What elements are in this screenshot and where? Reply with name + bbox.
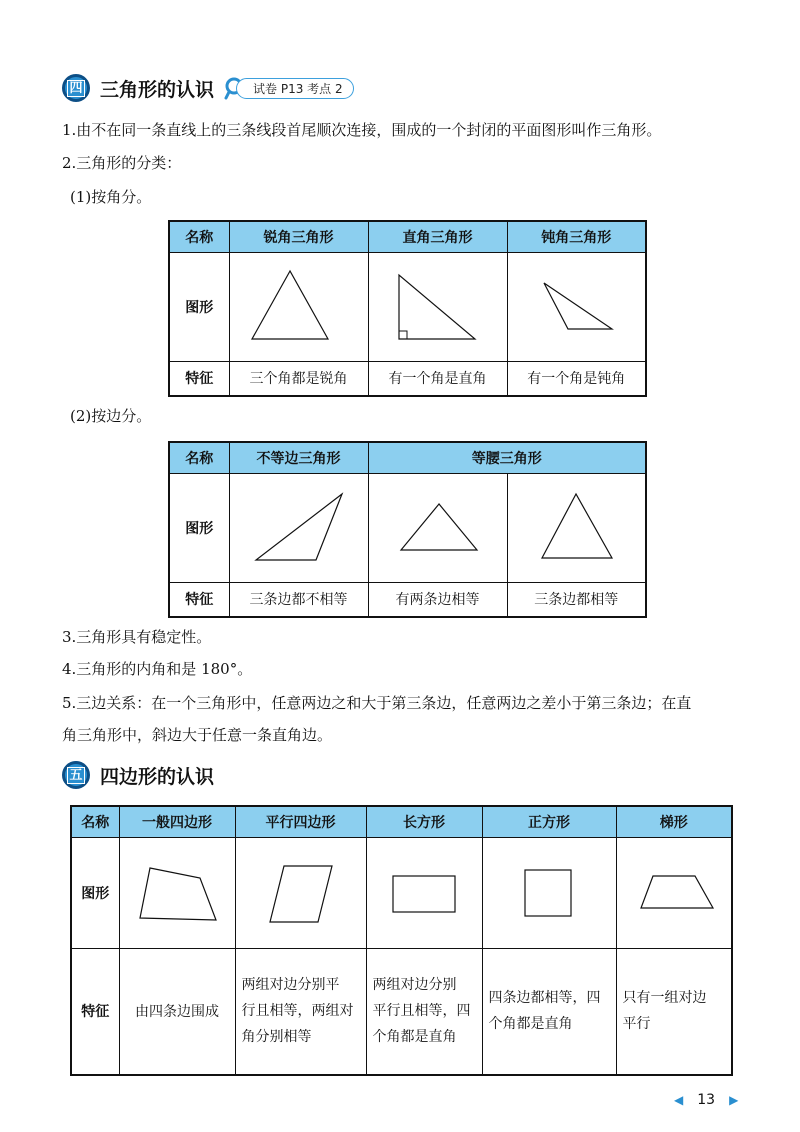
- header-cell: 梯形: [616, 806, 732, 838]
- square-figure: [483, 838, 617, 948]
- paragraph-2: 2.三角形的分类：: [62, 154, 182, 172]
- feature-line: 行且相等，两组对: [241, 1003, 354, 1020]
- feature-cell: 有一个角是钝角: [507, 362, 646, 396]
- header-cell: 名称: [169, 442, 229, 474]
- feature-line: 个角都是直角: [488, 1016, 573, 1033]
- header-cell: 正方形: [482, 806, 616, 838]
- caret-left-icon: ◀: [674, 1093, 684, 1107]
- header-cell: 一般四边形: [119, 806, 235, 838]
- header-cell: 名称: [71, 806, 119, 838]
- table-header-row: [71, 806, 732, 838]
- row-label: 图形: [169, 474, 229, 583]
- table-header-row: [169, 442, 646, 474]
- shape-row: [169, 474, 646, 583]
- feature-cell: 由四条边围成: [119, 949, 235, 1075]
- row-label: 特征: [169, 362, 229, 396]
- acute-triangle-figure: [230, 253, 369, 361]
- quadrilateral-table: [70, 805, 733, 1076]
- shape-cell: [229, 474, 368, 583]
- feature-cell: [235, 949, 366, 1075]
- triangle-by-angle-table: [168, 220, 647, 397]
- general-quadrilateral-figure: [120, 838, 236, 948]
- header-cell: 长方形: [366, 806, 482, 838]
- row-label: 图形: [169, 253, 229, 362]
- shape-cell: [368, 253, 507, 362]
- trapezoid-figure: [617, 838, 733, 948]
- reference-chip: [224, 76, 354, 100]
- header-cell: 等腰三角形: [368, 442, 646, 474]
- row-label: 特征: [169, 583, 229, 617]
- header-cell: 名称: [169, 221, 229, 253]
- section-title: 四边形的认识: [100, 765, 215, 788]
- shape-row: [71, 838, 732, 949]
- section-title: 三角形的认识: [100, 78, 215, 101]
- paragraph-4: 4.三角形的内角和是 180°。: [62, 660, 253, 678]
- feature-cell: 有一个角是直角: [368, 362, 507, 396]
- feature-row: [169, 583, 646, 617]
- feature-cell: [616, 949, 732, 1075]
- feature-line: 个角都是直角: [372, 1029, 457, 1046]
- paragraph-1: 1.由不在同一条直线上的三条线段首尾顺次连接，围成的一个封闭的平面图形叫作三角形。: [62, 121, 662, 139]
- triangle-by-side-table: [168, 441, 647, 618]
- paragraph-5-line-1: 5.三边关系：在一个三角形中，任意两边之和大于第三条边，任意两边之差小于第三条边；在直: [62, 694, 692, 712]
- row-label: 特征: [71, 949, 119, 1075]
- shape-cell: [368, 474, 507, 583]
- feature-row: [71, 949, 732, 1075]
- right-triangle-figure: [369, 253, 508, 361]
- row-label: 图形: [71, 838, 119, 949]
- parallelogram-figure: [236, 838, 367, 948]
- obtuse-triangle-figure: [508, 253, 647, 361]
- section-number-badge: [62, 74, 90, 102]
- shape-row: [169, 253, 646, 362]
- header-cell: 不等边三角形: [229, 442, 368, 474]
- reference-text: 试卷 P13 考点 2: [236, 78, 354, 99]
- header-cell: 直角三角形: [368, 221, 507, 253]
- feature-line: 两组对边分别: [372, 977, 457, 994]
- equilateral-triangle-figure: [508, 474, 647, 582]
- shape-cell: [366, 838, 482, 949]
- caret-right-icon: ▶: [729, 1093, 739, 1107]
- page-navigation: [674, 1092, 738, 1108]
- feature-line: 平行: [622, 1016, 651, 1033]
- header-cell: 平行四边形: [235, 806, 366, 838]
- shape-cell: [119, 838, 235, 949]
- header-cell: 锐角三角形: [229, 221, 368, 253]
- section-5-heading: [62, 761, 214, 789]
- shape-cell: [507, 474, 646, 583]
- shape-cell: [482, 838, 616, 949]
- table-header-row: [169, 221, 646, 253]
- feature-line: 四条边都相等，四: [488, 990, 601, 1007]
- page-number: 13: [697, 1092, 716, 1108]
- paragraph-5-line-2: 角三角形中，斜边大于任意一条直角边。: [62, 726, 333, 744]
- shape-cell: [507, 253, 646, 362]
- feature-line: 角分别相等: [241, 1029, 312, 1046]
- feature-cell: 三个角都是锐角: [229, 362, 368, 396]
- feature-cell: 有两条边相等: [368, 583, 507, 617]
- subheading-by-side: (2)按边分。: [70, 407, 152, 425]
- subheading-by-angle: (1)按角分。: [70, 188, 152, 206]
- section-number: 五: [69, 767, 83, 783]
- feature-cell: [482, 949, 616, 1075]
- feature-line: 平行且相等，四: [372, 1003, 471, 1020]
- feature-cell: 三条边都相等: [507, 583, 646, 617]
- isosceles-triangle-figure: [369, 474, 508, 582]
- rectangle-figure: [367, 838, 483, 948]
- section-number-badge: [62, 761, 90, 789]
- feature-cell: 三条边都不相等: [229, 583, 368, 617]
- feature-line: 只有一组对边: [622, 990, 707, 1007]
- feature-row: [169, 362, 646, 396]
- section-4-heading: [62, 74, 354, 102]
- feature-cell: [366, 949, 482, 1075]
- header-cell: 钝角三角形: [507, 221, 646, 253]
- paragraph-3: 3.三角形具有稳定性。: [62, 628, 212, 646]
- section-number: 四: [69, 80, 83, 96]
- scalene-triangle-figure: [230, 474, 369, 582]
- shape-cell: [616, 838, 732, 949]
- shape-cell: [229, 253, 368, 362]
- feature-line: 两组对边分别平: [241, 977, 340, 994]
- shape-cell: [235, 838, 366, 949]
